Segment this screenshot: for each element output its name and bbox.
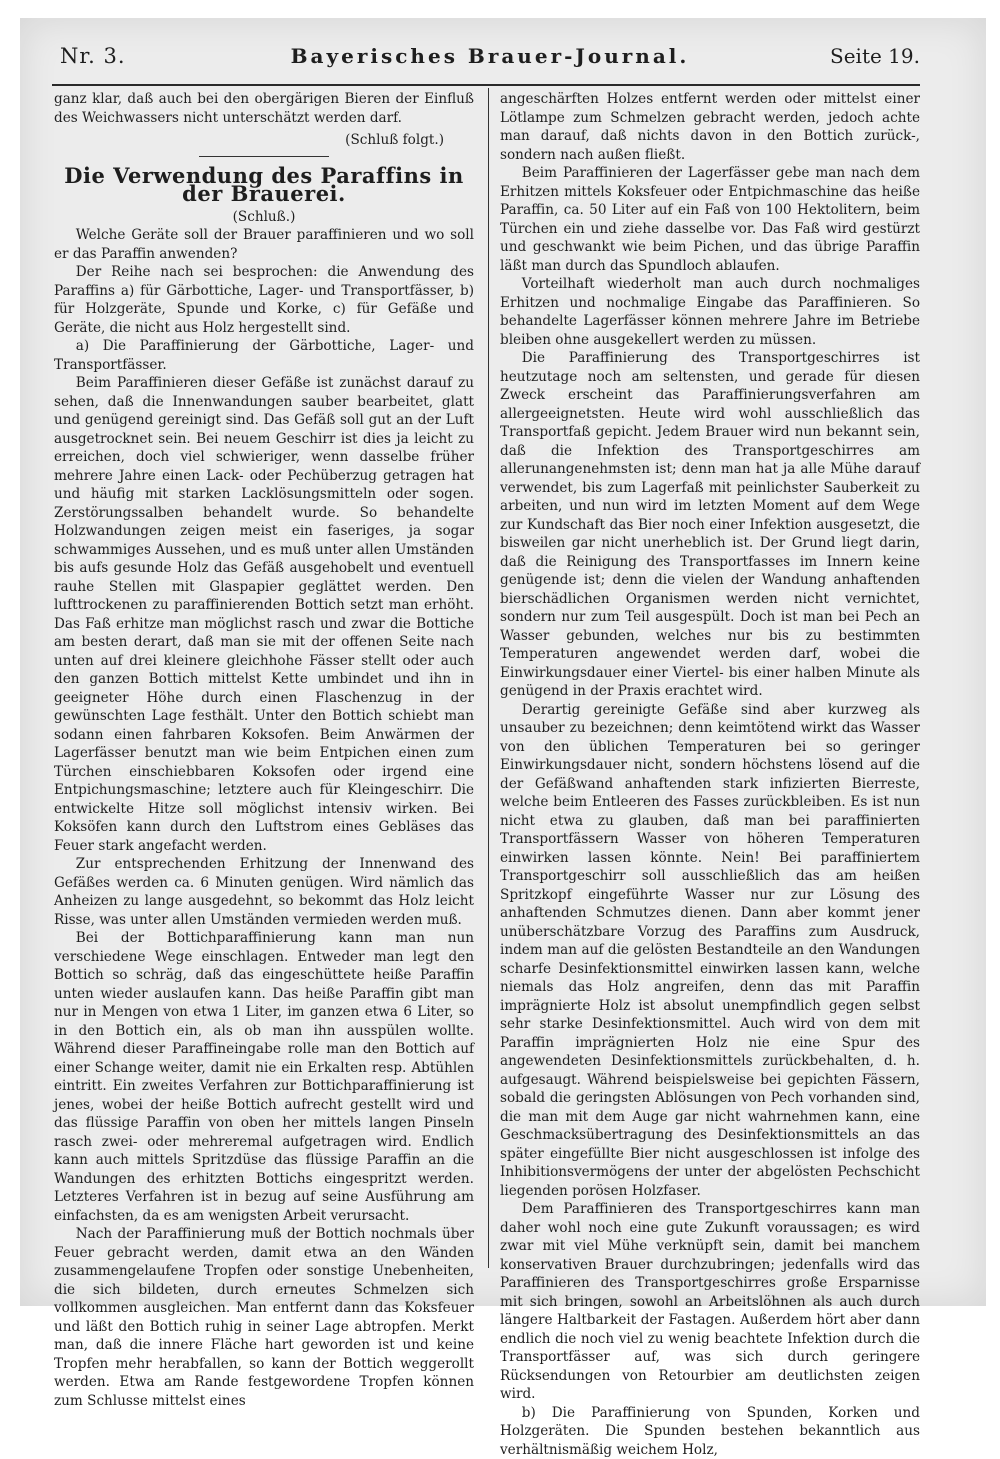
- article-title: Die Verwendung des Paraffins in der Brauerei.: [54, 167, 474, 204]
- column-divider: [488, 88, 489, 1268]
- journal-title: Bayerisches Brauer-Journal.: [60, 44, 920, 68]
- paragraph: Welche Geräte soll der Brauer paraffinieren und wo soll er das Paraffin anwenden?: [54, 226, 474, 263]
- paragraph: Beim Paraffinieren dieser Gefäße ist zunächst darauf zu sehen, daß die Innenwandungen sauber bearbeitet, glatt und genügend gereinigt sind. Das Gefäß soll gut an der Luft ausgetrocknet sein. Bei neuem Geschirr ist dies ja leicht zu erreichen, doch viel schwieriger, wenn dasselbe früher mehrere Jahre einen Lack- oder Pechüberzug getragen hat und häufig mit starken Lacklösungsmitteln oder sogen. Zerstörungssalben behandelt wurde. So behandelte Holzwandungen zeigen meist ein faseriges, ja sogar schwammiges Aussehen, und es muß unter allen Umständen bis aufs gesunde Holz das Gefäß ausgehobelt und eventuell rauhe Stellen mit Glaspapier geglättet werden. Den lufttrockenen zu paraffinierenden Bottich setzt man erhöht. Das Faß erhitze man möglichst rasch und zwar die Bottiche am besten derart, daß man sie mit der offenen Seite nach unten auf drei kleinere gleichhohe Fässer stellt oder auch den ganzen Bottich mittelst Kette umbindet und ihn in geeigneter Höhe durch einen Flaschenzug in der gewünschten Lage festhält. Unter den Bottich schiebt man sodann einen fahrbaren Koksofen. Beim Anwärmen der Lagerfässer benutzt man wie beim Entpichen einen zum Türchen einschiebbaren Koksofen oder irgend eine Entpichungsmaschine; letztere auch für Kleingeschirr. Die entwickelte Hitze soll möglichst intensiv wirken. Bei Koksöfen kann durch den Luftstrom eines Gebläses das Feuer stark angefacht werden.: [54, 374, 474, 855]
- page-header: [60, 44, 920, 74]
- paragraph: a) Die Paraffinierung der Gärbottiche, Lager- und Transportfässer.: [54, 337, 474, 374]
- left-column: [54, 90, 474, 1410]
- paragraph: Die Paraffinierung des Transportgeschirres ist heutzutage noch am seltensten, und gerade für diesen Zweck erscheint das Paraffinierungsverfahren am allergeeignetsten. Heute wird wohl ausschließlich das Transportfaß gepicht. Jedem Brauer wird nun bekannt sein, daß die Infektion des Transportgeschirres am allerunangenehmsten ist; denn man hat ja alle Mühe darauf verwendet, bis zum Lagerfaß mit peinlichster Sauberkeit zu arbeiten, und nun wird im letzten Moment auf dem Wege zur Kundschaft das Bier noch einer Infektion ausgesetzt, die bisweilen gar nicht unerheblich ist. Der Grund liegt darin, daß die Reinigung des Transportfasses im Innern keine genügende ist; denn die vielen der Wandung anhaftenden bierschädlichen Organismen werden nicht vernichtet, sondern nur zum Teil ausgespült. Doch ist man bei Pech an Wasser gebunden, welches nur bis zu bestimmten Temperaturen angewendet werden darf, wobei die Einwirkungsdauer einer Viertel- bis einer halben Minute als genügend in der Praxis erachtet wird.: [500, 349, 920, 701]
- paragraph: Beim Paraffinieren der Lagerfässer gebe man nach dem Erhitzen mittels Koksfeuer oder Entpichmaschine das heiße Paraffin, ca. 50 Liter auf ein Faß von 100 Hektolitern, beim Türchen ein und ziehe dasselbe vor. Das Faß wird gestürzt und geschwankt wie beim Pichen, und das übrige Paraffin läßt man durch das Spundloch ablaufen.: [500, 164, 920, 275]
- right-column: [500, 90, 920, 1459]
- paragraph: Nach der Paraffinierung muß der Bottich nochmals über Feuer gebracht werden, damit etwa an den Wänden zusammengelaufene Tropfen oder sonstige Unebenheiten, die sich bildeten, durch erneutes Schmelzen sich vollkommen ausgleichen. Man entfernt dann das Koksfeuer und läßt den Bottich ruhig in seiner Lage abtropfen. Merkt man, daß die innere Fläche hart geworden ist und keine Tropfen mehr herabfallen, so kann der Bottich weggerollt werden. Etwa am Rande festgewordene Tropfen können zum Schlusse mittelst eines: [54, 1225, 474, 1410]
- paragraph: Dem Paraffinieren des Transportgeschirres kann man daher wohl noch eine gute Zukunft voraussagen; es wird zwar mit viel Mühe verknüpft sein, damit bei manchem konservativen Brauer durchzubringen; jedenfalls wird das Paraffinieren des Transportgeschirres große Ersparnisse mit sich bringen, sowohl an Arbeitslöhnen als auch durch längere Haltbarkeit der Fastagen. Außerdem hört aber dann endlich die noch viel zu wenig beachtete Infektion durch die Transportfässer auf, was sich durch geringere Rücksendungen von Retourbier am deutlichsten zeigen wird.: [500, 1200, 920, 1404]
- article-subtitle: (Schluß.): [54, 208, 474, 227]
- continued-note: (Schluß folgt.): [54, 131, 444, 150]
- issue-number: Nr. 3.: [60, 44, 126, 68]
- paragraph: Der Reihe nach sei besprochen: die Anwendung des Paraffins a) für Gärbottiche, Lager- und Transportfässer, b) für Holzgeräte, Spunde und Korke, c) für Gefäße und Geräte, die nicht aus Holz hergestellt sind.: [54, 263, 474, 337]
- paragraph: Derartig gereinigte Gefäße sind aber kurzweg als unsauber zu bezeichnen; denn keimtötend wirkt das Wasser von den üblichen Temperaturen bei so geringer Einwirkungsdauer nicht, sondern höchstens lösend auf die der Gefäßwand anhaftenden stark infizierten Bierreste, welche beim Entleeren des Fasses zurückbleiben. Es ist nun nicht etwa zu glauben, daß man bei paraffinierten Transportfässern Wasser von höheren Temperaturen einwirken lassen könnte. Nein! Bei paraffiniertem Transportgeschirr soll ausschließlich das am heißen Spritzkopf eingeführte Wasser nur zur Lösung des anhaftenden Schmutzes dienen. Dann aber kommt jener unüberschätzbare Vorzug des Paraffins zum Ausdruck, indem man auf die gelösten Bestandteile an den Wandungen scharfe Desinfektionsmittel einwirken lassen kann, welche niemals das Holz angreifen, denn das mit Paraffin imprägnierte Holz ist absolut unempfindlich gegen selbst sehr starke Desinfektionsmittel. Auch wird von dem mit Paraffin imprägnierten Holz nie eine Spur des angewendeten Desinfektionsmittels zurückbehalten, d. h. aufgesaugt. Während beispielsweise bei gepichten Fässern, sobald die geringsten Ablösungen von Pech vorhanden sind, die man mit dem Auge gar nicht wahrnehmen kann, eine Geschmacksübertragung des Desinfektionsmittels an das später eingefüllte Bier nicht ausgeschlossen ist infolge des Inhibitionsvermögens der unter der abgelösten Pechschicht liegenden porösen Holzfaser.: [500, 701, 920, 1201]
- paragraph: Vorteilhaft wiederholt man auch durch nochmaliges Erhitzen und nochmalige Eingabe das Paraffinieren. So behandelte Lagerfässer können mehrere Jahre im Betriebe bleiben ohne ausgekellert werden zu müssen.: [500, 275, 920, 349]
- paragraph: Zur entsprechenden Erhitzung der Innenwand des Gefäßes werden ca. 6 Minuten genügen. Wird nämlich das Anheizen zu lange ausgedehnt, so bekommt das Holz leicht Risse, was unter allen Umständen vermieden werden muß.: [54, 855, 474, 929]
- paragraph: Bei der Bottichparaffinierung kann man nun verschiedene Wege einschlagen. Entweder man legt den Bottich so schräg, daß das eingeschüttete heiße Paraffin unten wieder auslaufen kann. Das heiße Paraffin gibt man nur in Mengen von etwa 1 Liter, im ganzen etwa 6 Liter, so in den Bottich ein, als ob man ihn ausspülen wollte. Während dieser Paraffineingabe rolle man den Bottich auf einer Schange weiter, damit nie ein Erkalten resp. Abtühlen eintritt. Ein zweites Verfahren zur Bottichparaffinierung ist jenes, wobei der heiße Bottich aufrecht gestellt wird und das flüssige Paraffin von oben her mittels langen Pinseln rasch zwei- oder mehreremal aufgetragen wird. Endlich kann auch mittels Spritzdüse das flüssige Paraffin an die Wandungen des erhitzten Bottichs eingespritzt werden. Letzteres Verfahren ist in bezug auf seine Ausführung am einfachsten, da es am wenigsten Arbeit verursacht.: [54, 929, 474, 1225]
- page-number: Seite 19.: [830, 44, 920, 68]
- section-divider: [199, 156, 329, 157]
- paragraph: ganz klar, daß auch bei den obergärigen Bieren der Einfluß des Weichwassers nicht unterschätzt werden darf.: [54, 90, 474, 127]
- paragraph: angeschärften Holzes entfernt werden oder mittelst einer Lötlampe zum Schmelzen gebracht werden, jedoch achte man darauf, daß nichts davon in den Bottich zurück-, sondern nach außen fließt.: [500, 90, 920, 164]
- header-rule: [52, 84, 920, 86]
- paragraph: b) Die Paraffinierung von Spunden, Korken und Holzgeräten. Die Spunden bestehen bekanntlich aus verhältnismäßig weichem Holz,: [500, 1404, 920, 1459]
